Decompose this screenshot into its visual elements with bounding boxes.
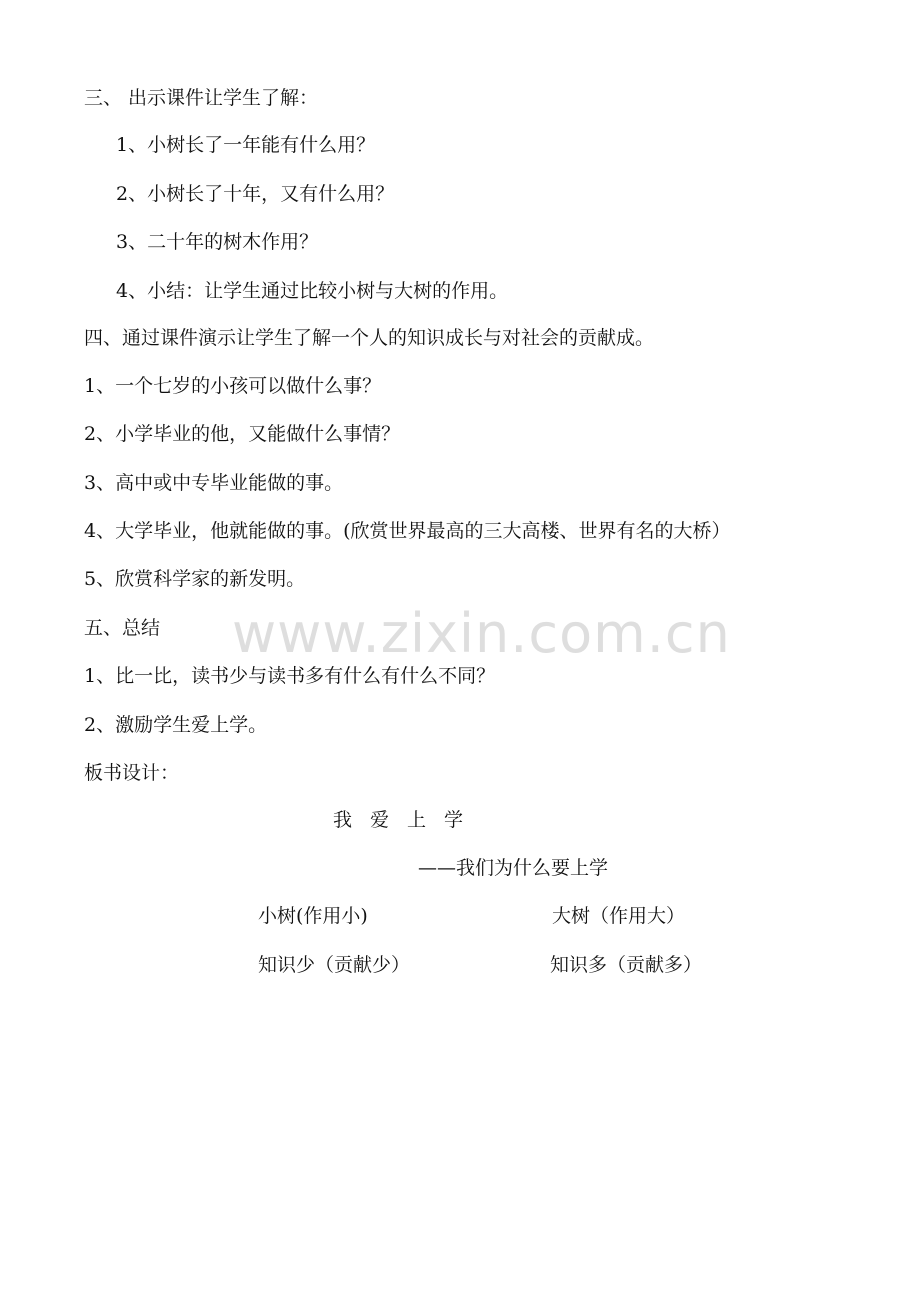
section-4-item-4: 4、大学毕业，他就能做的事。(欣赏世界最高的三大高楼、世界有名的大桥） [84, 520, 731, 542]
board-design-label: 板书设计： [84, 762, 180, 784]
board-title: 我爱上学 [333, 809, 482, 831]
board-subtitle: ——我们为什么要上学 [418, 857, 609, 879]
board-left-row-1: 小树(作用小) [258, 905, 368, 927]
section-5-item-1: 1、比一比，读书少与读书多有什么有什么不同？ [84, 665, 496, 687]
section-4-item-3: 3、高中或中专毕业能做的事。 [84, 472, 344, 494]
section-3-heading: 三、 出示课件让学生了解： [84, 87, 319, 109]
board-left-row-2: 知识少（贡献少） [258, 954, 411, 976]
section-4-item-2: 2、小学毕业的他，又能做什么事情？ [84, 423, 401, 445]
section-4-item-5: 5、欣赏科学家的新发明。 [84, 568, 306, 590]
section-3-item-2: 2、小树长了十年，又有什么用？ [116, 183, 395, 205]
watermark: www.zixin.com.cn [232, 602, 731, 665]
section-3-item-4: 4、小结：让学生通过比较小树与大树的作用。 [116, 280, 509, 302]
section-4-heading: 四、通过课件演示让学生了解一个人的知识成长与对社会的贡献成。 [84, 327, 655, 349]
board-right-row-2: 知识多（贡献多） [550, 954, 703, 976]
section-4-item-1: 1、一个七岁的小孩可以做什么事？ [84, 375, 382, 397]
section-3-item-1: 1、小树长了一年能有什么用？ [116, 134, 376, 156]
section-5-item-2: 2、激励学生爱上学。 [84, 714, 268, 736]
section-3-item-3: 3、二十年的树木作用？ [116, 231, 319, 253]
board-right-row-1: 大树（作用大） [552, 905, 686, 927]
section-5-heading: 五、总结 [84, 617, 161, 639]
